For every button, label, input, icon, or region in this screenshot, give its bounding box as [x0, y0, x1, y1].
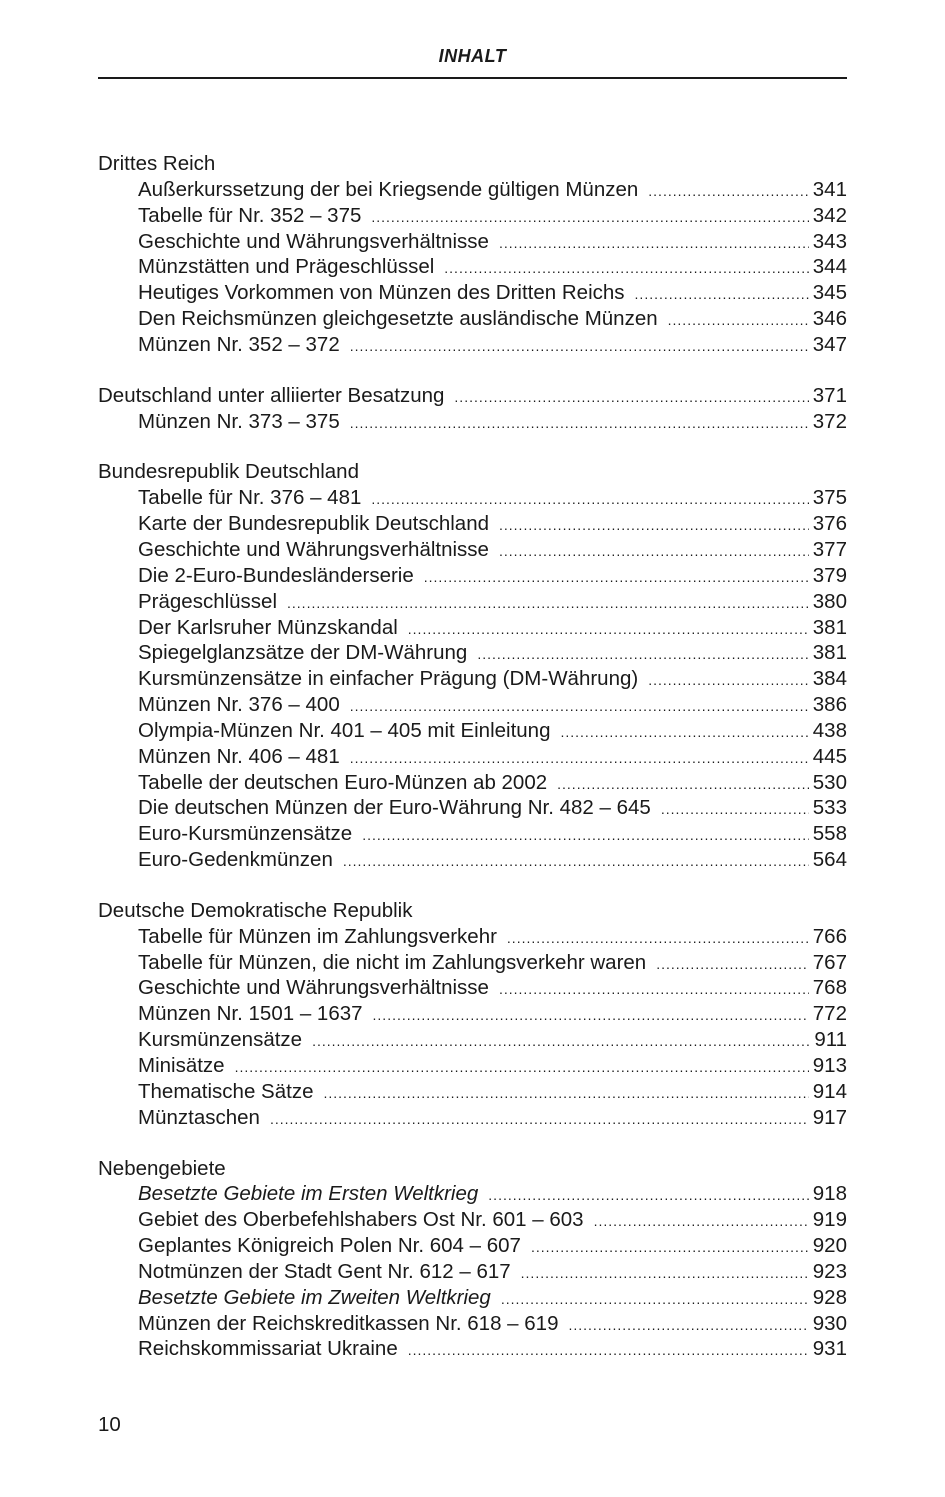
- entry-title: Münzen Nr. 373 – 375: [138, 409, 340, 433]
- dot-leader: [408, 1336, 809, 1364]
- dot-leader: [312, 1027, 810, 1055]
- dot-leader: [424, 563, 809, 591]
- dot-leader: [350, 332, 809, 360]
- entry-page: 913: [812, 1054, 847, 1077]
- entry-page: 923: [812, 1259, 847, 1283]
- toc-entry: [98, 770, 847, 796]
- toc-entry: [98, 537, 847, 563]
- entry-page: 445: [812, 744, 847, 768]
- toc-entry: [98, 229, 847, 255]
- entry-page: 772: [812, 1002, 847, 1026]
- entry-page: 343: [812, 229, 847, 253]
- dot-leader: [323, 1079, 808, 1107]
- entry-page: 372: [812, 409, 847, 433]
- entry-page: 558: [812, 822, 847, 846]
- entry-title: Münzen Nr. 352 – 372: [138, 332, 340, 356]
- entry-title: Spiegelglanzsätze der DM-Währung: [138, 641, 468, 665]
- entry-page: 931: [812, 1337, 847, 1361]
- dot-leader: [270, 1105, 809, 1133]
- entry-title: Münztaschen: [138, 1105, 260, 1129]
- toc-entry: [98, 950, 847, 976]
- toc-entry: [98, 1079, 847, 1105]
- toc-entry: [98, 177, 847, 203]
- section-title: Deutsche Demokratische Republik: [98, 898, 413, 922]
- dot-leader: [362, 821, 809, 849]
- toc-entry: [98, 1259, 847, 1285]
- dot-leader: [648, 177, 809, 205]
- toc-entry: [98, 563, 847, 589]
- entry-title: Münzen der Reichskreditkassen Nr. 618 – 619: [138, 1311, 559, 1335]
- dot-leader: [408, 615, 809, 643]
- toc-entry: [98, 1285, 847, 1311]
- entry-title: Geschichte und Währungsverhältnisse: [138, 537, 489, 561]
- entry-page: 375: [812, 486, 847, 510]
- dot-leader: [371, 485, 808, 513]
- dot-leader: [521, 1259, 809, 1287]
- dot-leader: [531, 1233, 809, 1261]
- header-rule: [98, 77, 847, 79]
- entry-title: Geschichte und Währungsverhältnisse: [138, 229, 489, 253]
- toc-section: [98, 383, 847, 435]
- entry-title: Minisätze: [138, 1054, 225, 1077]
- toc-entry: [98, 1207, 847, 1233]
- entry-title: Besetzte Gebiete im Zweiten Weltkrieg: [138, 1285, 491, 1309]
- dot-leader: [661, 795, 809, 823]
- toc-section: [98, 151, 847, 358]
- entry-page: 911: [814, 1028, 847, 1052]
- toc-entry: [98, 589, 847, 615]
- toc-entry: [98, 1311, 847, 1337]
- entry-page: 381: [812, 641, 847, 665]
- toc-entry: [98, 692, 847, 718]
- toc-entry: [98, 847, 847, 873]
- entry-page: 920: [812, 1234, 847, 1258]
- toc-entry: [98, 254, 847, 280]
- entry-title: Euro-Gedenkmünzen: [138, 848, 333, 872]
- entry-page: 381: [812, 615, 847, 639]
- entry-page: 530: [812, 770, 847, 794]
- entry-page: 344: [812, 255, 847, 279]
- dot-leader: [499, 511, 809, 539]
- entry-title: Kursmünzensätze: [138, 1028, 303, 1052]
- toc-section: [98, 1156, 847, 1363]
- section-title: Deutschland unter alliierter Besatzung: [98, 383, 445, 407]
- entry-page: 380: [812, 589, 847, 613]
- entry-page: 345: [812, 281, 847, 305]
- toc-entry: [98, 924, 847, 950]
- entry-title: Außerkurssetzung der bei Kriegsende gültigen Münzen: [138, 177, 639, 201]
- dot-leader: [343, 847, 809, 875]
- entry-title: Geplantes Königreich Polen Nr. 604 – 607: [138, 1234, 521, 1258]
- dot-leader: [454, 383, 808, 411]
- toc-entry: [98, 1001, 847, 1027]
- dot-leader: [656, 950, 809, 978]
- entry-title: Karte der Bundesrepublik Deutschland: [138, 512, 489, 536]
- dot-leader: [568, 1311, 808, 1339]
- dot-leader: [373, 1001, 809, 1029]
- entry-title: Heutiges Vorkommen von Münzen des Dritten Reichs: [138, 281, 625, 305]
- dot-leader: [287, 589, 809, 617]
- entry-page: 379: [812, 563, 847, 587]
- dot-leader: [371, 203, 808, 231]
- toc-entry: [98, 975, 847, 1001]
- dot-leader: [499, 537, 809, 565]
- entry-title: Tabelle für Münzen, die nicht im Zahlungsverkehr waren: [138, 950, 647, 974]
- entry-title: Gebiet des Oberbefehlshabers Ost Nr. 601 – 603: [138, 1208, 584, 1232]
- entry-page: 438: [812, 718, 847, 742]
- section-heading: [98, 1156, 847, 1182]
- entry-title: Die 2-Euro-Bundesländerserie: [138, 563, 414, 587]
- table-of-contents: [98, 151, 847, 1387]
- toc-entry: [98, 280, 847, 306]
- entry-title: Thematische Sätze: [138, 1079, 314, 1103]
- entry-page: 768: [812, 976, 847, 1000]
- dot-leader: [557, 770, 809, 798]
- toc-entry: [98, 1181, 847, 1207]
- entry-title: Reichskommissariat Ukraine: [138, 1337, 398, 1361]
- entry-title: Euro-Kursmünzensätze: [138, 822, 353, 846]
- toc-entry: [98, 640, 847, 666]
- entry-page: 918: [812, 1182, 847, 1206]
- toc-entry: [98, 1027, 847, 1053]
- toc-entry: [98, 1336, 847, 1362]
- toc-entry: [98, 718, 847, 744]
- toc-entry: [98, 409, 847, 435]
- dot-leader: [635, 280, 809, 308]
- toc-entry: [98, 1053, 847, 1079]
- toc-section: [98, 898, 847, 1131]
- entry-page: 766: [812, 924, 847, 948]
- section-heading: [98, 459, 847, 485]
- toc-entry: [98, 666, 847, 692]
- entry-page: 919: [812, 1208, 847, 1232]
- entry-title: Besetzte Gebiete im Ersten Weltkrieg: [138, 1182, 479, 1206]
- entry-title: Tabelle für Nr. 352 – 375: [138, 203, 362, 227]
- entry-title: Kursmünzensätze in einfacher Prägung (DM-Währung): [138, 667, 639, 691]
- dot-leader: [648, 666, 809, 694]
- section-title: Bundesrepublik Deutschland: [98, 460, 359, 484]
- dot-leader: [350, 744, 809, 772]
- entry-page: 564: [812, 848, 847, 872]
- toc-entry: [98, 511, 847, 537]
- entry-page: 384: [812, 667, 847, 691]
- entry-title: Tabelle der deutschen Euro-Münzen ab 2002: [138, 770, 548, 794]
- entry-page: 341: [812, 177, 847, 201]
- entry-title: Münzstätten und Prägeschlüssel: [138, 255, 435, 279]
- entry-page: 347: [812, 332, 847, 356]
- entry-page: 342: [812, 203, 847, 227]
- dot-leader: [444, 254, 809, 282]
- toc-entry: [98, 485, 847, 511]
- toc-entry: [98, 615, 847, 641]
- entry-page: 930: [812, 1311, 847, 1335]
- entry-page: 767: [812, 950, 847, 974]
- dot-leader: [488, 1181, 808, 1209]
- dot-leader: [668, 306, 809, 334]
- dot-leader: [560, 718, 808, 746]
- toc-entry: [98, 1233, 847, 1259]
- entry-page: 914: [812, 1079, 847, 1103]
- toc-entry: [98, 744, 847, 770]
- entry-title: Die deutschen Münzen der Euro-Währung Nr. 482 – 645: [138, 796, 651, 820]
- section-heading: [98, 383, 847, 409]
- dot-leader: [501, 1285, 809, 1313]
- page-header-title: INHALT: [438, 46, 507, 66]
- entry-title: Tabelle für Münzen im Zahlungsverkehr: [138, 924, 497, 948]
- entry-title: Olympia-Münzen Nr. 401 – 405 mit Einleitung: [138, 718, 551, 742]
- entry-title: Prägeschlüssel: [138, 589, 278, 613]
- dot-leader: [350, 692, 809, 720]
- entry-page: 377: [812, 537, 847, 561]
- entry-title: Der Karlsruher Münzskandal: [138, 615, 398, 639]
- section-title: Drittes Reich: [98, 152, 216, 175]
- dot-leader: [499, 229, 809, 257]
- section-page: 371: [812, 383, 847, 407]
- entry-title: Münzen Nr. 376 – 400: [138, 693, 340, 717]
- dot-leader: [350, 409, 809, 437]
- toc-entry: [98, 1105, 847, 1131]
- entry-title: Tabelle für Nr. 376 – 481: [138, 486, 362, 510]
- toc-entry: [98, 306, 847, 332]
- section-heading: [98, 898, 847, 924]
- entry-page: 386: [812, 693, 847, 717]
- toc-entry: [98, 821, 847, 847]
- dot-leader: [594, 1207, 809, 1235]
- entry-page: 917: [812, 1105, 847, 1129]
- entry-page: 346: [812, 307, 847, 331]
- toc-entry: [98, 203, 847, 229]
- entry-page: 376: [812, 512, 847, 536]
- entry-page: 928: [812, 1285, 847, 1309]
- toc-section: [98, 459, 847, 873]
- toc-entry: [98, 795, 847, 821]
- entry-page: 533: [812, 796, 847, 820]
- dot-leader: [235, 1053, 809, 1081]
- entry-title: Münzen Nr. 406 – 481: [138, 744, 340, 768]
- dot-leader: [507, 924, 809, 952]
- entry-title: Den Reichsmünzen gleichgesetzte ausländische Münzen: [138, 307, 658, 331]
- page-number: 10: [98, 1413, 121, 1436]
- toc-entry: [98, 332, 847, 358]
- section-heading: [98, 151, 847, 177]
- dot-leader: [477, 640, 808, 668]
- entry-title: Notmünzen der Stadt Gent Nr. 612 – 617: [138, 1259, 511, 1283]
- dot-leader: [499, 975, 809, 1003]
- entry-title: Geschichte und Währungsverhältnisse: [138, 976, 489, 1000]
- section-title: Nebengebiete: [98, 1156, 226, 1180]
- entry-title: Münzen Nr. 1501 – 1637: [138, 1002, 363, 1026]
